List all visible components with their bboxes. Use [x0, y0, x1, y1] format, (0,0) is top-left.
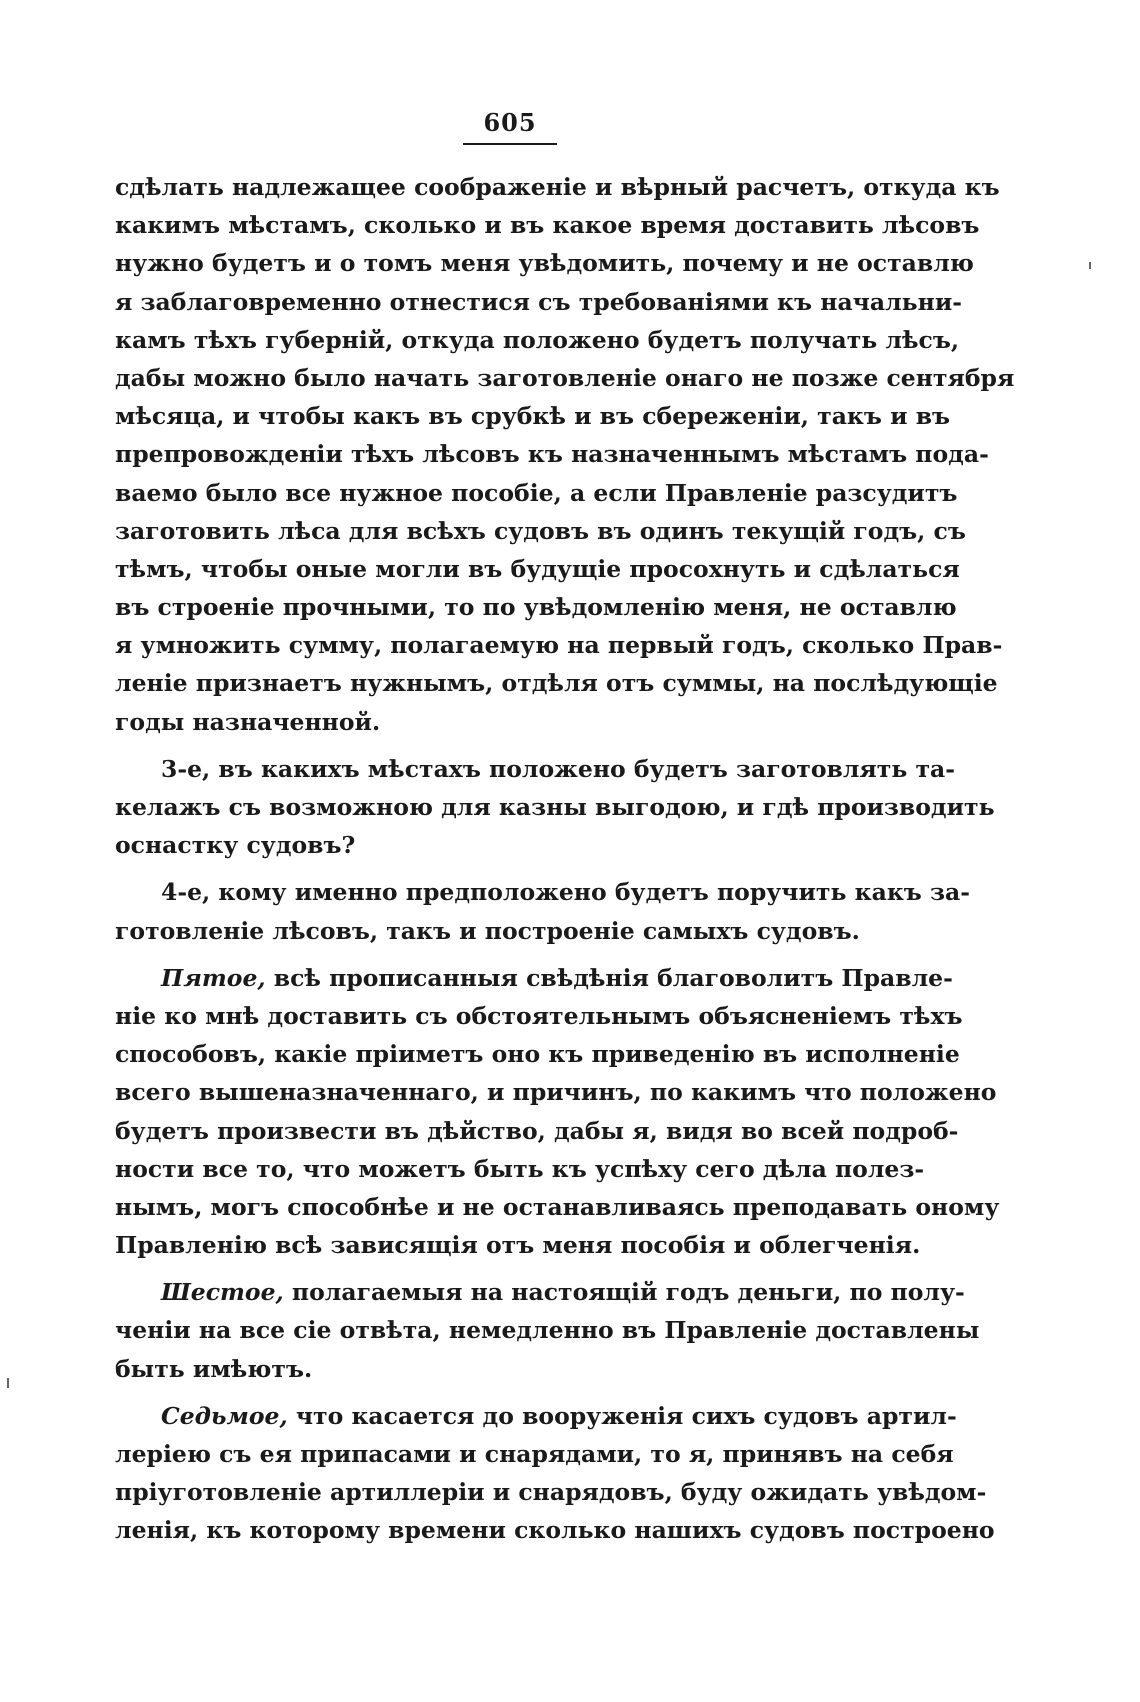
text-line: ніе ко мнѣ доставить съ обстоятельнымъ объясненіемъ тѣхъ: [115, 1001, 963, 1030]
paragraph-3: [115, 873, 970, 949]
text-line: леніе признаетъ нужнымъ, отдѣля отъ суммы, на послѣдующіе: [115, 669, 998, 698]
text-line: нужно будетъ и о томъ меня увѣдомить, почему и не оставлю: [115, 249, 974, 278]
body-text: [115, 168, 1015, 1550]
text-line: ваемо было все нужное пособіе, а если Правленіе разсудитъ: [115, 478, 958, 507]
paragraph-4: [115, 959, 1000, 1265]
text-line-rest: всѣ прописанныя свѣдѣнія благоволитъ Правле-: [265, 963, 953, 992]
text-line-rest: что касается до вооруженія сихъ судовъ артил-: [287, 1401, 957, 1430]
text-line: годы назначенной.: [115, 707, 381, 736]
text-line: способовъ, какіе пріиметъ оно къ приведенію въ исполненіе: [115, 1040, 960, 1069]
paragraph-lead-italic: Пятое,: [161, 963, 266, 992]
text-line: [115, 1397, 957, 1435]
paragraph-lead-italic: Седьмое,: [161, 1401, 288, 1430]
text-line: камъ тѣхъ губерній, откуда положено будетъ получать лѣсъ,: [115, 325, 960, 354]
text-line: мѣсяца, и чтобы какъ въ срубкѣ и въ сбереженіи, такъ и въ: [115, 402, 951, 431]
text-line: [115, 1273, 965, 1311]
text-line: ности все то, что можетъ быть къ успѣху сего дѣла полез-: [115, 1154, 925, 1183]
text-line: леріею съ ея припасами и снарядами, то я, принявъ на себя: [115, 1440, 954, 1468]
text-line: какимъ мѣстамъ, сколько и въ какое время доставить лѣсовъ: [115, 211, 980, 240]
text-line: быть имѣютъ.: [115, 1354, 313, 1383]
scan-speck: [7, 1378, 9, 1388]
paragraph-6: [115, 1397, 995, 1550]
text-line: всего вышеназначеннаго, и причинъ, по какимъ что положено: [115, 1078, 997, 1107]
text-line: дабы можно было начать заготовленіе онаго не позже сентября: [115, 363, 1015, 392]
text-line: тѣмъ, чтобы оные могли въ будущіе просохнуть и сдѣлаться: [115, 554, 960, 583]
text-line: пріуготовленіе артиллеріи и снарядовъ, буду ожидать увѣдом-: [115, 1478, 987, 1507]
text-line: 3-е, въ какихъ мѣстахъ положено будетъ заготовлять та-: [161, 754, 956, 783]
page-number: 605: [483, 108, 537, 137]
text-line: препровожденіи тѣхъ лѣсовъ къ назначеннымъ мѣстамъ пода-: [115, 440, 989, 469]
text-line: [115, 959, 953, 997]
text-line: готовленіе лѣсовъ, такъ и построеніе самыхъ судовъ.: [115, 916, 860, 945]
paragraph-2: [115, 750, 995, 865]
text-line: заготовить лѣса для всѣхъ судовъ въ одинъ текущій годъ, съ: [115, 516, 966, 545]
text-line: въ строеніе прочными, то по увѣдомленію меня, не оставлю: [115, 593, 957, 622]
paragraph-5: [115, 1273, 980, 1388]
text-line: будетъ произвести въ дѣйство, дабы я, видя во всей подроб-: [115, 1116, 959, 1145]
text-line: ченіи на все сіе отвѣта, немедленно въ Правленіе доставлены: [115, 1316, 980, 1345]
text-line: оснастку судовъ?: [115, 831, 356, 860]
text-line: я умножить сумму, полагаемую на первый годъ, сколько Прав-: [115, 631, 1003, 660]
text-line: келажъ съ возможною для казны выгодою, и гдѣ производить: [115, 793, 995, 821]
text-line: ленія, къ которому времени сколько нашихъ судовъ построено: [115, 1516, 995, 1545]
text-line: сдѣлать надлежащее соображеніе и вѣрный расчетъ, откуда къ: [115, 173, 1000, 201]
text-line: Правленію всѣ зависящія отъ меня пособія и облегченія.: [115, 1231, 921, 1260]
text-line: 4-е, кому именно предположено будетъ поручить какъ за-: [161, 878, 970, 907]
text-line-rest: полагаемыя на настоящій годъ деньги, по полу-: [283, 1278, 965, 1307]
paragraph-lead-italic: Шестое,: [161, 1278, 284, 1307]
text-line: я заблаговременно отнестися съ требованіями къ начальни-: [115, 287, 962, 316]
text-line: нымъ, могъ способнѣе и не останавливаясь преподавать оному: [115, 1192, 1000, 1221]
page-number-rule: [463, 143, 557, 145]
scan-speck: [1089, 262, 1091, 269]
paragraph-1: [115, 168, 1015, 741]
